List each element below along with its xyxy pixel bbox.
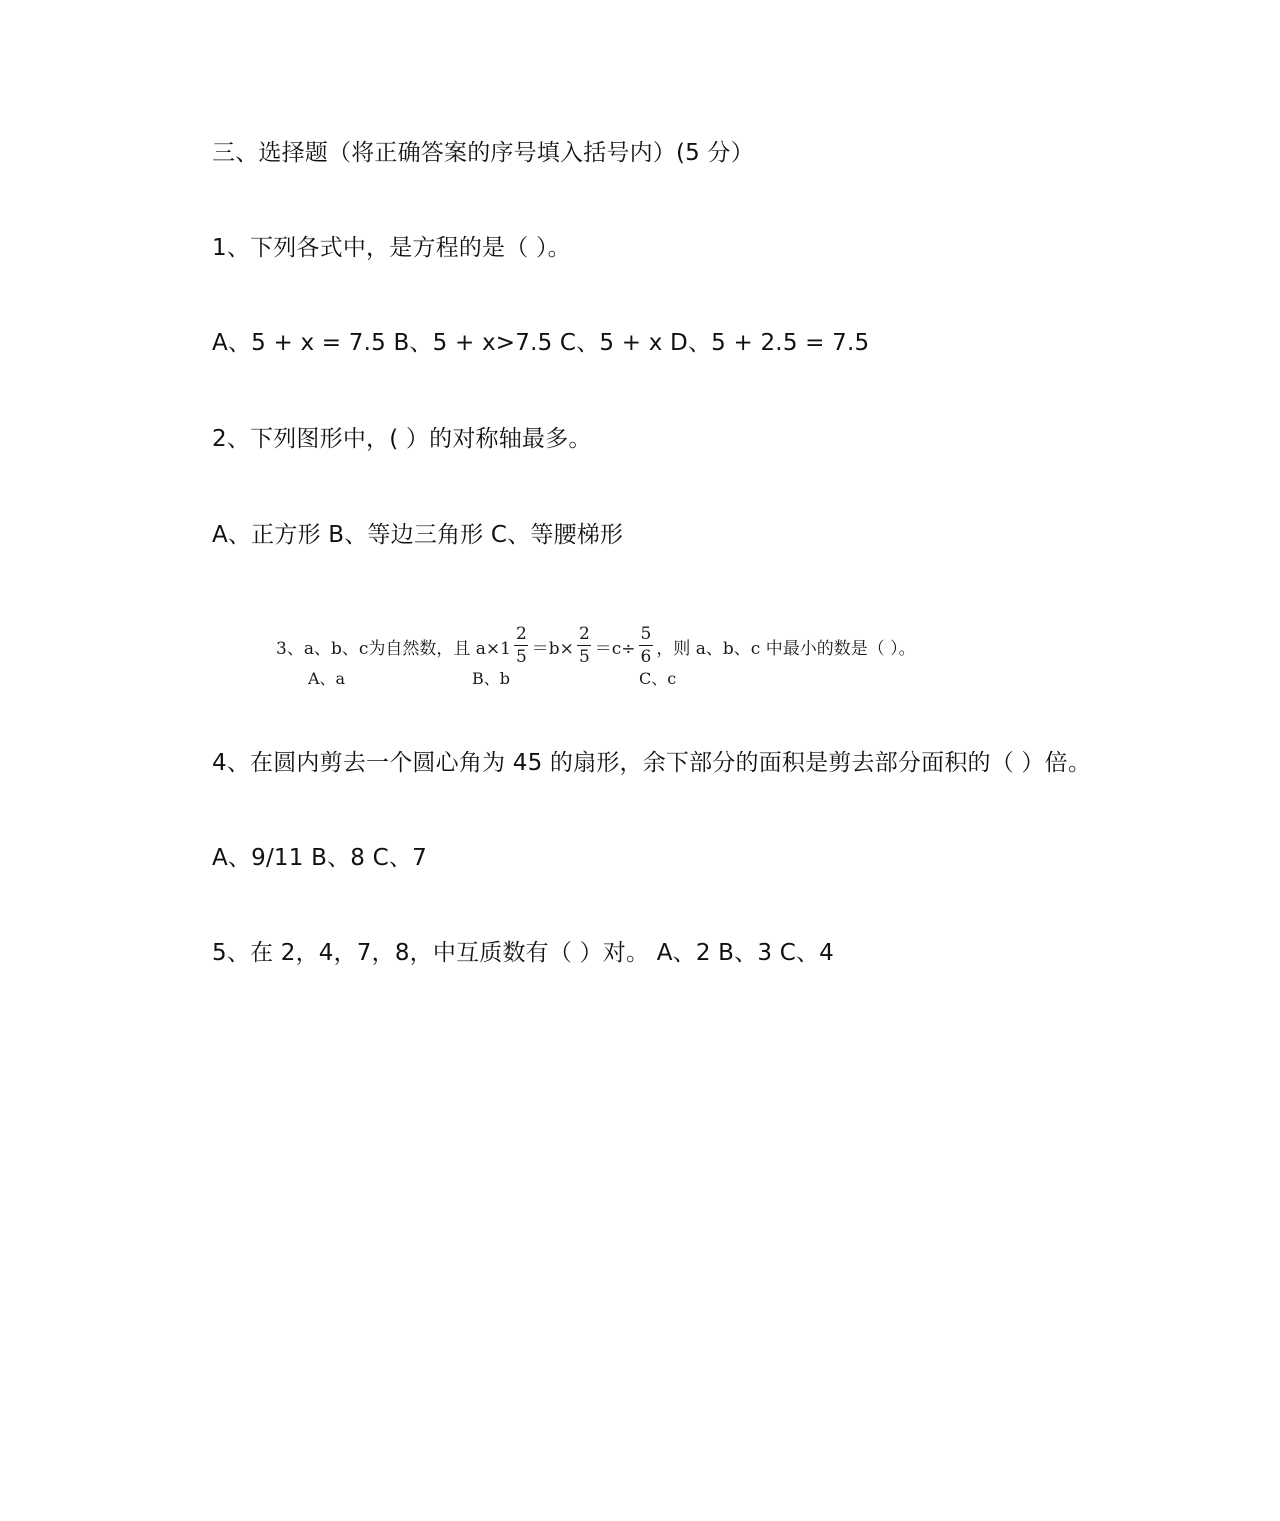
section-heading: 三、选择题（将正确答案的序号填入括号内）(5 分） bbox=[212, 140, 754, 166]
fraction-1-denominator: 5 bbox=[515, 647, 527, 667]
question-3-stem-part4: ，则 a、b、c 中最小的数是（ ）。 bbox=[656, 638, 916, 659]
fraction-1-numerator: 2 bbox=[515, 624, 527, 644]
fraction-2-denominator: 5 bbox=[578, 647, 590, 667]
question-3-stem-part2: ＝b× bbox=[531, 638, 574, 659]
question-2-stem: 2、下列图形中，( ）的对称轴最多。 bbox=[212, 426, 592, 452]
question-3-option-b: B、b bbox=[472, 669, 511, 688]
question-3-option-a: A、a bbox=[308, 669, 346, 688]
question-3-stem-part1: 3、a、b、c为自然数，且 a×1 bbox=[276, 638, 511, 659]
question-2-options: A、正方形 B、等边三角形 C、等腰梯形 bbox=[212, 522, 624, 548]
question-5-stem: 5、在 2，4，7，8，中互质数有（ ）对。 A、2 B、3 C、4 bbox=[212, 940, 834, 966]
question-3-image bbox=[276, 608, 1016, 692]
question-3-option-c: C、c bbox=[639, 669, 677, 688]
question-4-stem: 4、在圆内剪去一个圆心角为 45 的扇形，余下部分的面积是剪去部分面积的（ ）倍。 bbox=[212, 750, 1092, 776]
fraction-2 bbox=[577, 625, 592, 667]
fraction-3-numerator: 5 bbox=[640, 624, 652, 644]
fraction-3 bbox=[639, 625, 654, 667]
fraction-1 bbox=[514, 625, 529, 667]
question-4-options: A、9/11 B、8 C、7 bbox=[212, 845, 427, 871]
question-3-stem bbox=[276, 620, 916, 672]
question-3-stem-part3: ＝c÷ bbox=[594, 638, 636, 659]
fraction-3-denominator: 6 bbox=[640, 647, 652, 667]
fraction-2-numerator: 2 bbox=[578, 624, 590, 644]
question-1-stem: 1、下列各式中，是方程的是（ ）。 bbox=[212, 235, 571, 261]
question-1-options: A、5 + x = 7.5 B、5 + x>7.5 C、5 + x D、5 + 2.5 = 7.5 bbox=[212, 330, 870, 356]
